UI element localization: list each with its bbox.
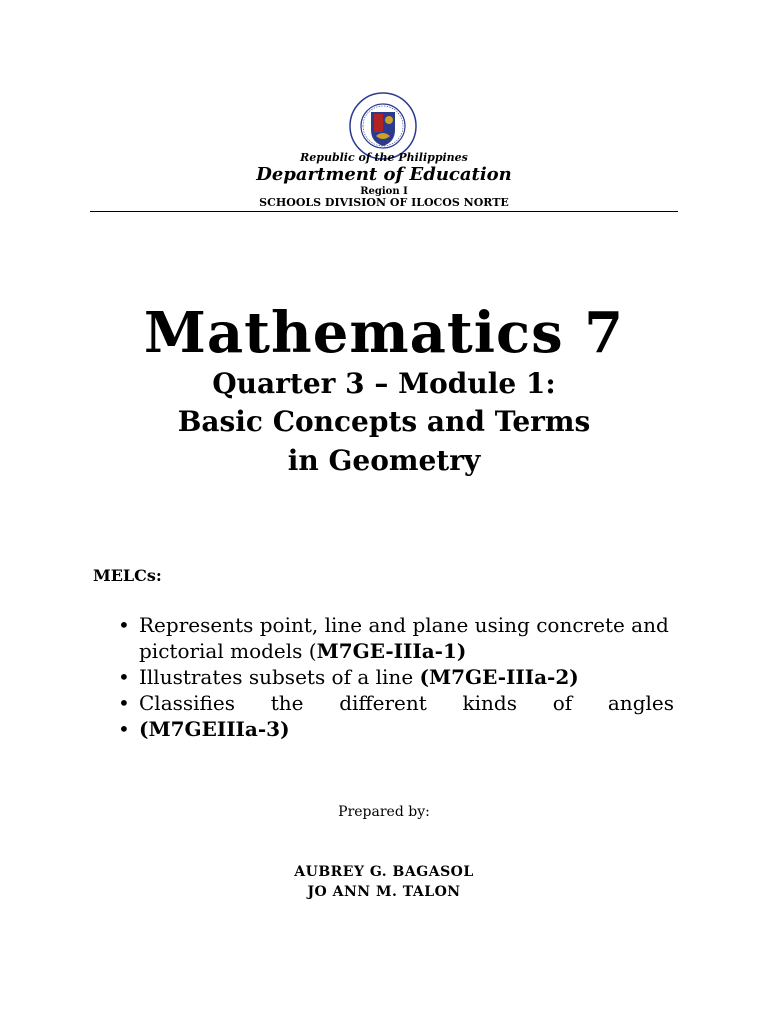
- melc-code: M7GE-IIIa-1): [316, 639, 467, 663]
- melc-text: Illustrates subsets of a line: [139, 665, 420, 689]
- melc-item: [118, 612, 674, 664]
- department-heading: Department of Education: [256, 164, 512, 185]
- author-name: AUBREY G. BAGASOL: [294, 864, 474, 880]
- author-name: JO ANN M. TALON: [307, 884, 461, 900]
- melc-code: (M7GEIIIa-3): [139, 717, 290, 741]
- melcs-label: MELCs:: [93, 566, 162, 585]
- melc-item: [118, 690, 674, 716]
- topic-title-line2: in Geometry: [287, 444, 481, 477]
- module-subtitle: Quarter 3 – Module 1:: [212, 367, 556, 400]
- deped-seal-logo: [349, 92, 417, 160]
- topic-title-line1: Basic Concepts and Terms: [177, 405, 591, 438]
- prepared-by-label: Prepared by:: [338, 804, 430, 820]
- melc-item-continuation: [118, 716, 674, 742]
- subject-title: Mathematics 7: [143, 300, 625, 366]
- republic-heading: Republic of the Philippines: [300, 151, 468, 164]
- region-heading: Region I: [360, 186, 408, 197]
- melc-item: [118, 664, 674, 690]
- division-heading: SCHOOLS DIVISION OF ILOCOS NORTE: [259, 196, 509, 209]
- header-divider: [90, 211, 678, 212]
- melc-code: (M7GE-IIIa-2): [419, 665, 579, 689]
- melcs-list: [118, 612, 674, 742]
- melc-text: Represents point, line and plane using concrete and pictorial models (: [139, 613, 669, 663]
- melc-text: Classifies the different kinds of angles: [139, 691, 674, 715]
